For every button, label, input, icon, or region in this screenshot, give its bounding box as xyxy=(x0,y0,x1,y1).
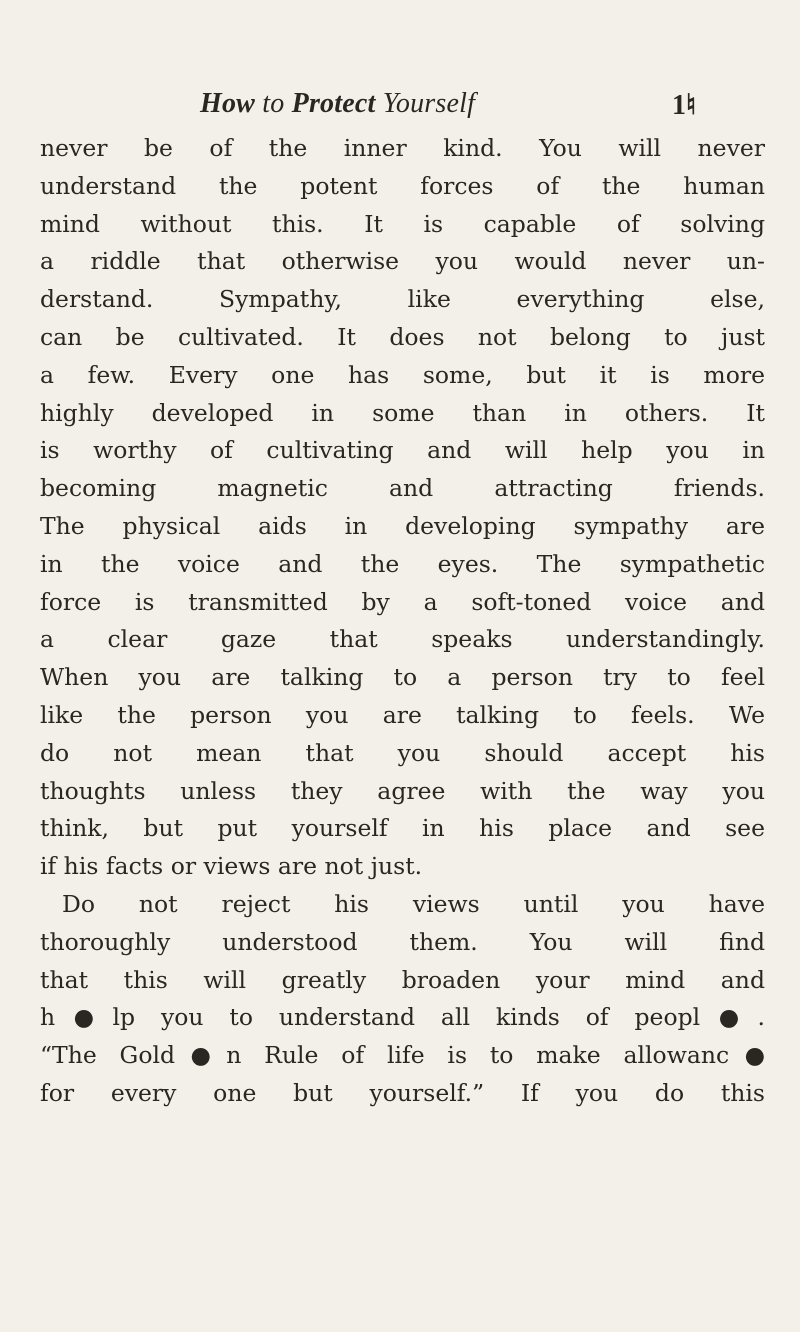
text-line: thoughts unless they agree with the way you xyxy=(40,776,765,805)
text-line: is worthy of cultivating and will help you in xyxy=(40,436,765,465)
running-title-word-4: Yourself xyxy=(382,88,476,119)
running-title-word-2: to xyxy=(262,88,285,119)
running-title-word-3: Protect xyxy=(291,88,376,119)
text-line: The physical aids in developing sympathy are xyxy=(40,511,765,540)
text-line: in the voice and the eyes. The sympathetic xyxy=(40,549,765,578)
text-line: if his facts or views are not just. xyxy=(40,852,423,881)
text-line: derstand. Sympathy, like everything else, xyxy=(40,285,765,314)
text-line: force is transmitted by a soft-toned voice and xyxy=(40,587,765,616)
text-line: When you are talking to a person try to feel xyxy=(40,663,765,692)
text-line: h●lp you to understand all kinds of peopl●. xyxy=(40,1003,765,1032)
text-line: a few. Every one has some, but it is more xyxy=(40,360,765,389)
text-line: “The Gold●n Rule of life is to make allowanc● xyxy=(40,1041,765,1070)
text-line: can be cultivated. It does not belong to just xyxy=(40,322,765,351)
text-line: becoming magnetic and attracting friends. xyxy=(40,474,765,503)
text-line: a clear gaze that speaks understandingly. xyxy=(40,625,765,654)
body-text xyxy=(40,130,765,1113)
text-line: do not mean that you should accept his xyxy=(40,738,765,767)
running-title xyxy=(200,88,475,120)
text-line: that this will greatly broaden your mind and xyxy=(40,965,765,994)
text-line: Do not reject his views until you have xyxy=(62,889,765,918)
text-line: thoroughly understood them. You will find xyxy=(40,927,765,956)
page-number: 1♮ xyxy=(672,90,697,121)
text-line: think, but put yourself in his place and see xyxy=(40,814,765,843)
running-title-word-1: How xyxy=(200,88,256,119)
text-line: highly developed in some than in others. It xyxy=(40,398,765,427)
text-line: for every one but yourself.” If you do this xyxy=(40,1078,765,1107)
text-line: understand the potent forces of the human xyxy=(40,171,765,200)
text-line: never be of the inner kind. You will never xyxy=(40,134,765,162)
page-header xyxy=(0,86,800,126)
text-line: a riddle that otherwise you would never un- xyxy=(40,247,765,276)
text-line: like the person you are talking to feels. We xyxy=(40,700,765,729)
text-line: mind without this. It is capable of solving xyxy=(40,209,765,238)
